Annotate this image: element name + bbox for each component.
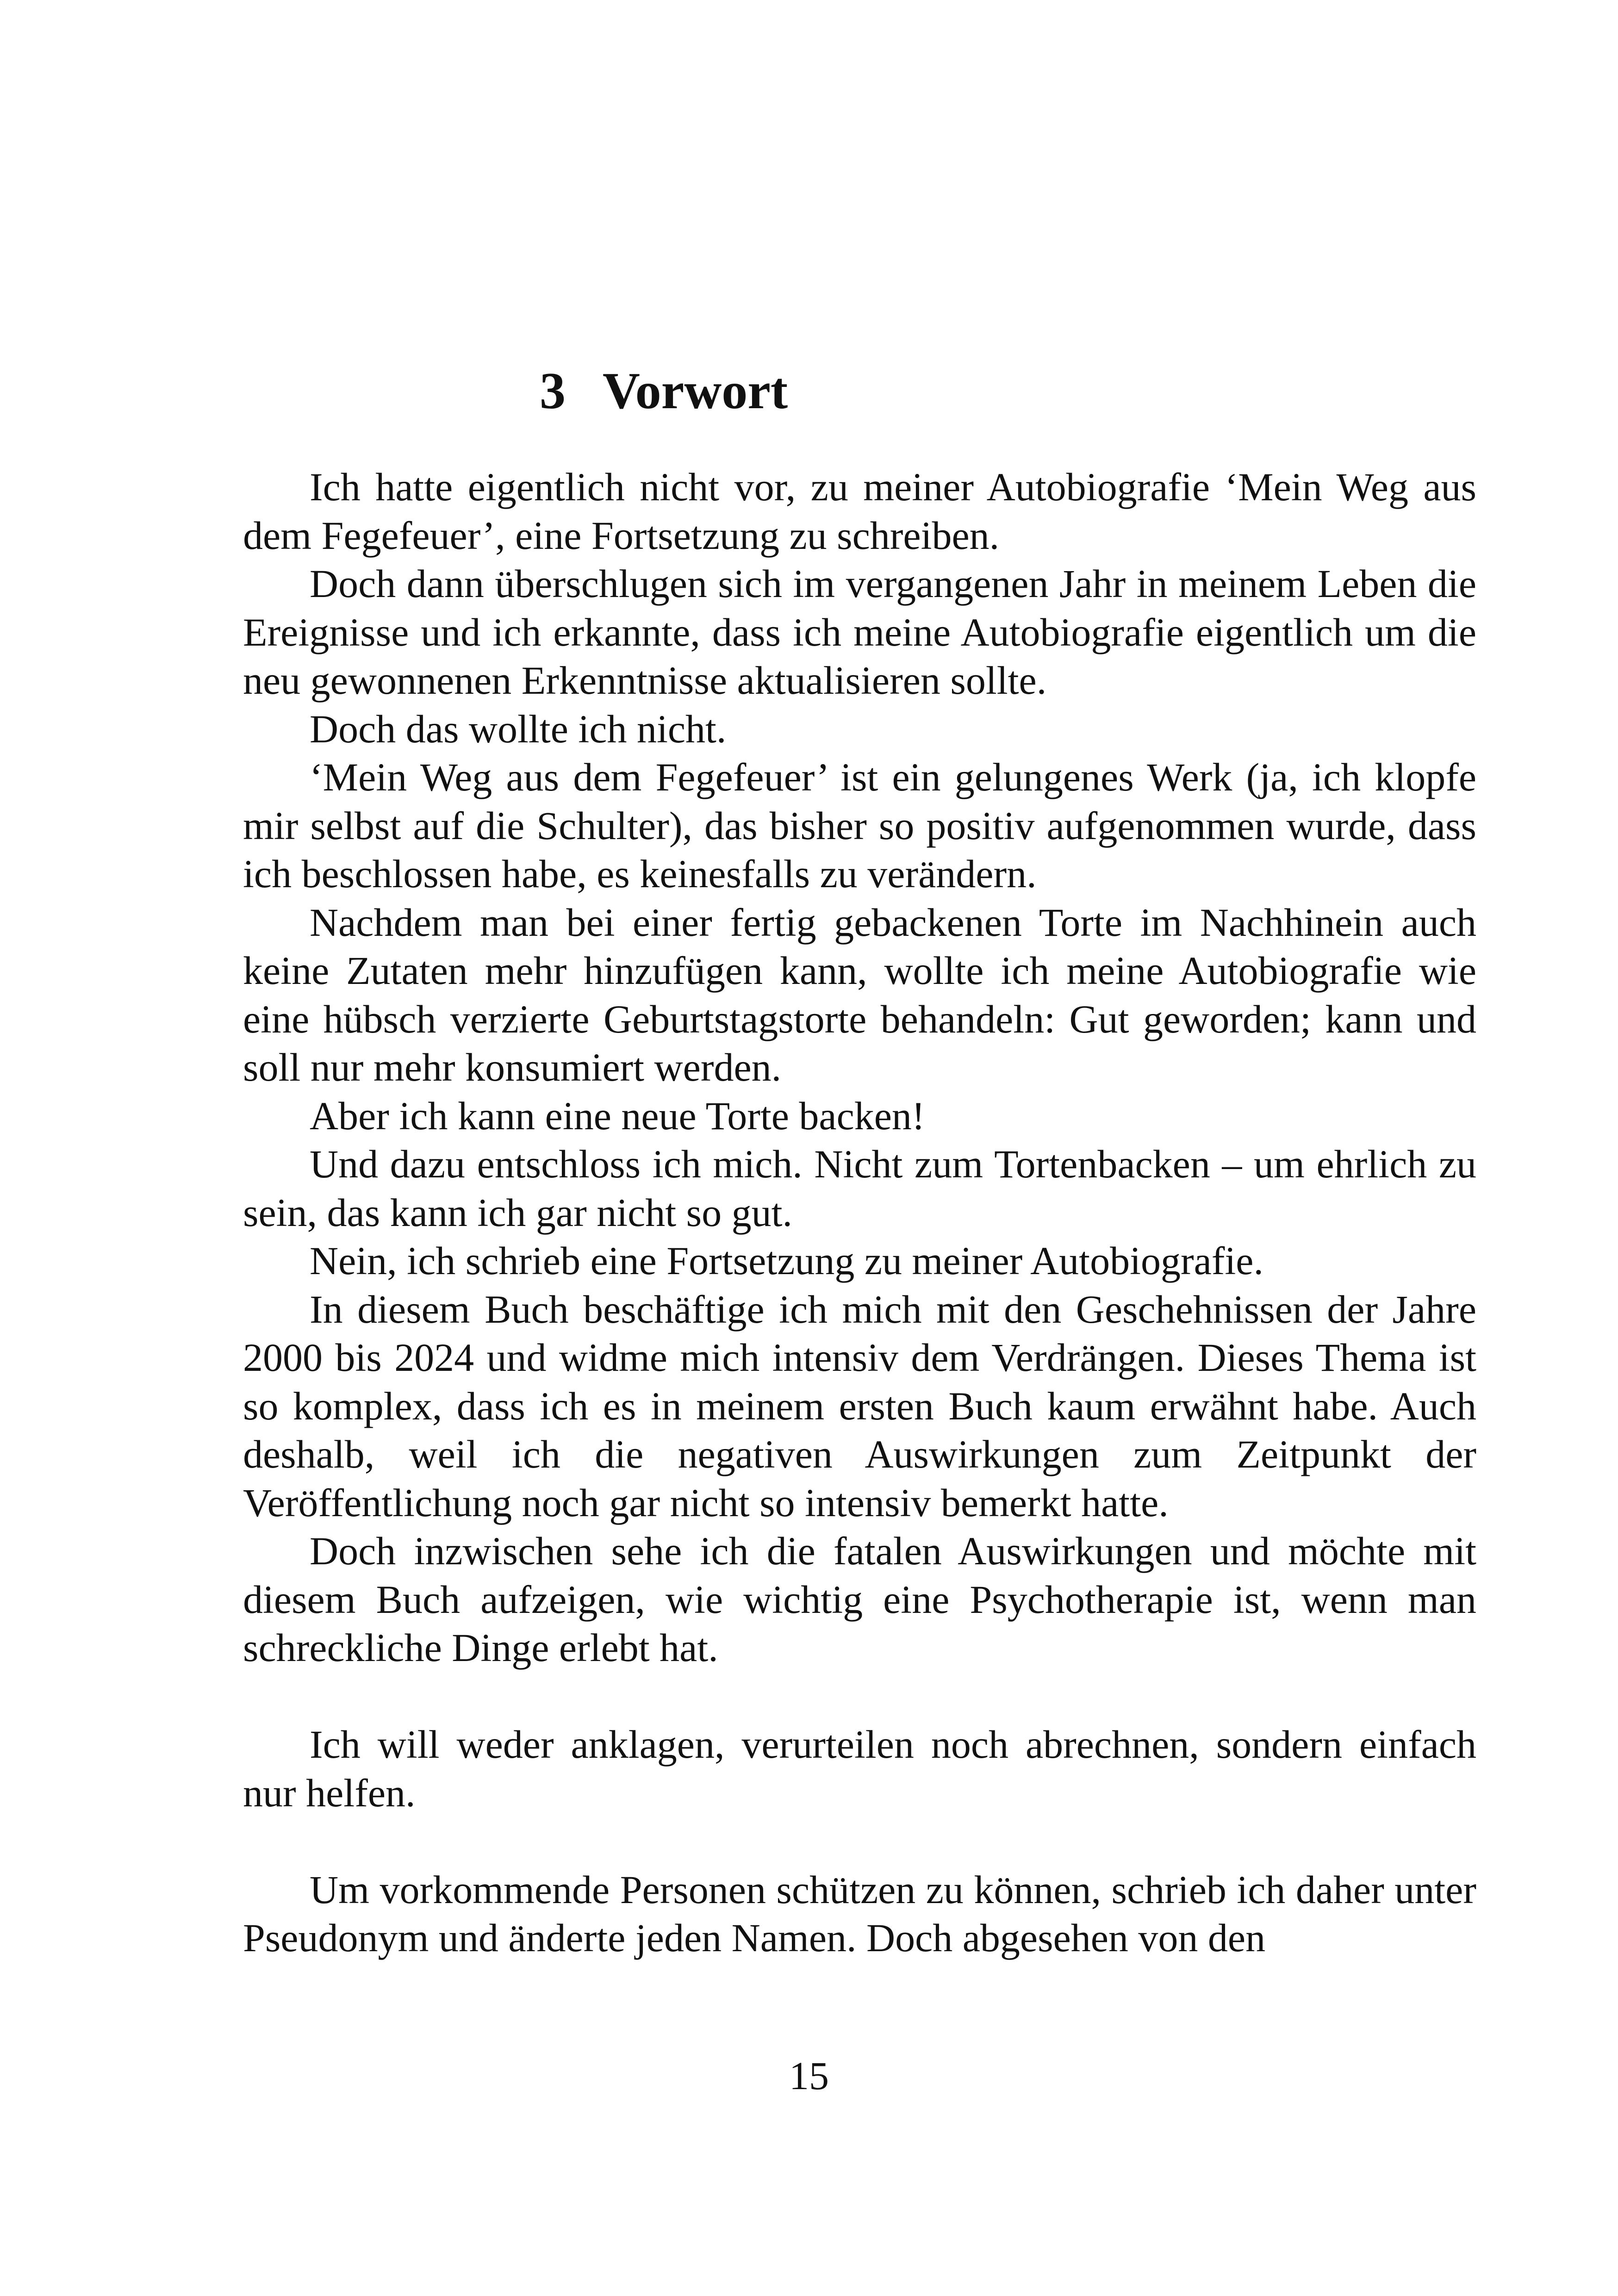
chapter-body xyxy=(243,463,1476,1962)
paragraph: Um vorkommende Personen schützen zu können, schrieb ich daher unter Pseudonym und änderte jeden Namen. Doch abgesehen von den xyxy=(243,1867,1476,1960)
paragraph: Ich will weder anklagen, verurteilen noch abrechnen, sondern einfach nur helfen. xyxy=(243,1722,1476,1815)
paragraph: In diesem Buch beschäftige ich mich mit den Geschehnissen der Jahre 2000 bis 2024 und widme mich intensiv dem Verdrängen. Dieses Thema ist so komplex, dass ich es in meinem ersten Buch kaum erwähnt habe. Auch deshalb, weil ich die negativen Auswirkungen zum Zeitpunkt der Veröffentlichung noch gar nicht so intensiv bemerkt hatte. xyxy=(243,1287,1476,1525)
chapter-heading xyxy=(540,359,788,423)
paragraph: Doch inzwischen sehe ich die fatalen Auswirkungen und möchte mit diesem Buch aufzeigen, wie wichtig eine Psychotherapie ist, wenn man schreckliche Dinge erlebt hat. xyxy=(243,1529,1476,1670)
paragraph: Doch dann überschlugen sich im vergangenen Jahr in meinem Leben die Ereignisse und ich erkannte, dass ich meine Autobiografie eigentlich um die neu gewonnenen Erkenntnisse aktualisieren sollte. xyxy=(243,561,1476,703)
paragraph: Doch das wollte ich nicht. xyxy=(310,706,727,751)
paragraph: ‘Mein Weg aus dem Fegefeuer’ ist ein gelungenes Werk (ja, ich klopfe mir selbst auf die Schulter), das bisher so positiv aufgenommen wurde, dass ich beschlossen habe, es keinesfalls zu verändern. xyxy=(243,755,1476,896)
paragraph: Nachdem man bei einer fertig gebackenen Torte im Nachhinein auch keine Zutaten mehr hinzufügen kann, wollte ich meine Autobiografie wie eine hübsch verzierte Geburtstagstorte behandeln: Gut geworden; kann und soll nur mehr konsumiert werden. xyxy=(243,900,1476,1089)
paragraph: Ich hatte eigentlich nicht vor, zu meiner Autobiografie ‘Mein Weg aus dem Fegefeuer’, eine Fortsetzung zu schreiben. xyxy=(243,465,1476,558)
paragraph: Aber ich kann eine neue Torte backen! xyxy=(310,1093,925,1138)
chapter-title: Vorwort xyxy=(603,362,788,420)
paragraph: Und dazu entschloss ich mich. Nicht zum Tortenbacken – um ehrlich zu sein, das kann ich gar nicht so gut. xyxy=(243,1142,1476,1235)
page-number: 15 xyxy=(789,2053,829,2098)
paragraph: Nein, ich schrieb eine Fortsetzung zu meiner Autobiografie. xyxy=(310,1238,1263,1283)
chapter-number: 3 xyxy=(540,362,566,420)
